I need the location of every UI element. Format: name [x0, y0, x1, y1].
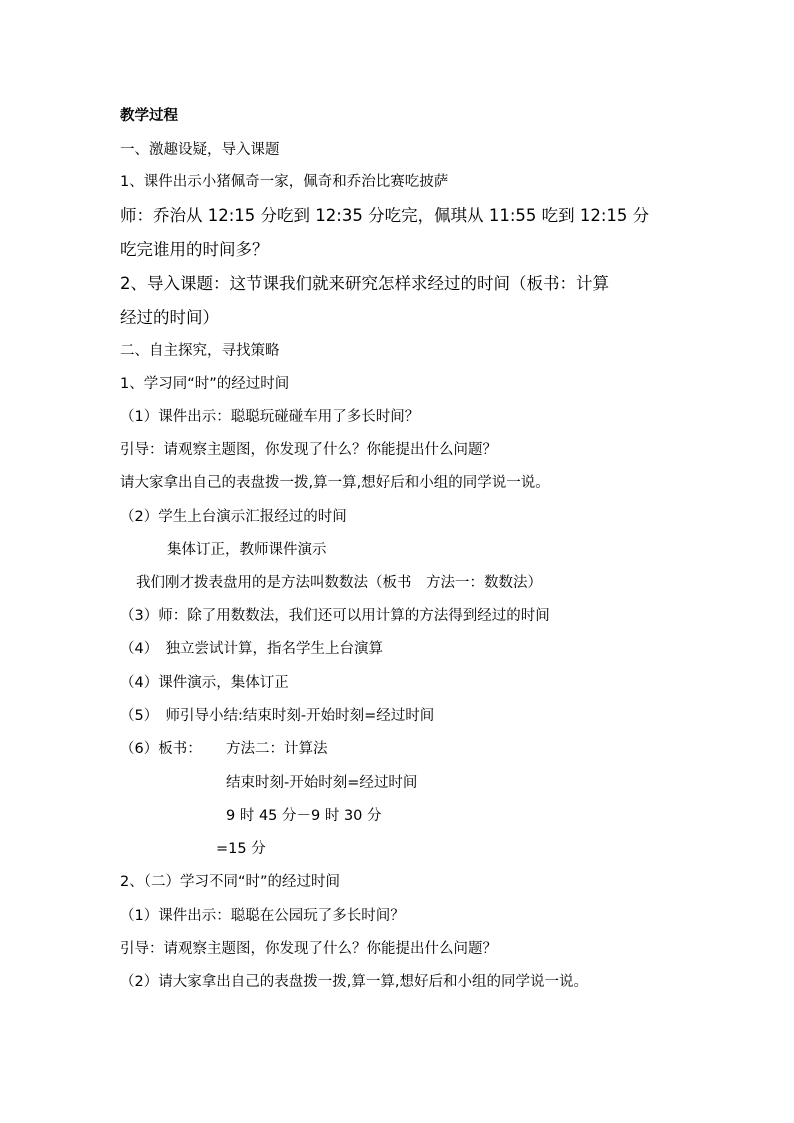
page-heading: 教学过程 [120, 108, 178, 124]
formula-line: 结束时刻-开始时刻=经过时间 [226, 775, 418, 791]
text-line: （5） 师引导小结:结束时刻-开始时刻=经过时间 [120, 708, 435, 724]
text-line: 引导：请观察主题图，你发现了什么？你能提出什么问题？ [120, 941, 497, 957]
text-line: 集体订正，教师课件演示 [167, 542, 327, 558]
formula-line: 9 时 45 分－9 时 30 分 [226, 808, 382, 824]
text-line: 我们刚才拨表盘用的是方法叫数数法（板书 方法一：数数法） [136, 575, 542, 591]
formula-line: =15 分 [216, 841, 266, 857]
text-line: 吃完谁用的时间多？ [120, 240, 269, 259]
text-line: （1）课件出示：聪聪玩碰碰车用了多长时间？ [120, 409, 420, 425]
section-title: 二、自主探究，寻找策略 [120, 343, 280, 359]
text-line: （6）板书： [120, 741, 202, 757]
text-line: （4） 独立尝试计算，指名学生上台演算 [120, 641, 383, 657]
text-line: 2、导入课题：这节课我们就来研究怎样求经过的时间（板书：计算 [120, 274, 609, 293]
text-line: 方法二：计算法 [226, 741, 328, 757]
text-line: 1、学习同“时”的经过时间 [120, 376, 290, 392]
text-line: 师：乔治从 12:15 分吃到 12:35 分吃完，佩琪从 11:55 吃到 12:15 分 [120, 206, 650, 225]
text-line: （2）学生上台演示汇报经过的时间 [120, 509, 347, 525]
text-line: （4）课件演示，集体订正 [120, 675, 289, 691]
text-line: （1）课件出示：聪聪在公园玩了多长时间？ [120, 908, 405, 924]
text-line: 2、（二）学习不同“时”的经过时间 [120, 874, 340, 890]
text-line: 1、课件出示小猪佩奇一家，佩奇和乔治比赛吃披萨 [120, 174, 449, 190]
text-line: （2）请大家拿出自己的表盘拨一拨,算一算,想好后和小组的同学说一说。 [120, 974, 588, 990]
text-line: 引导：请观察主题图，你发现了什么？你能提出什么问题？ [120, 442, 497, 458]
text-line: （3）师：除了用数数法，我们还可以用计算的方法得到经过的时间 [120, 608, 550, 624]
text-line: 经过的时间） [120, 308, 219, 327]
text-line: 请大家拿出自己的表盘拨一拨,算一算,想好后和小组的同学说一说。 [120, 475, 550, 491]
section-title: 一、激趣设疑，导入课题 [120, 142, 280, 158]
